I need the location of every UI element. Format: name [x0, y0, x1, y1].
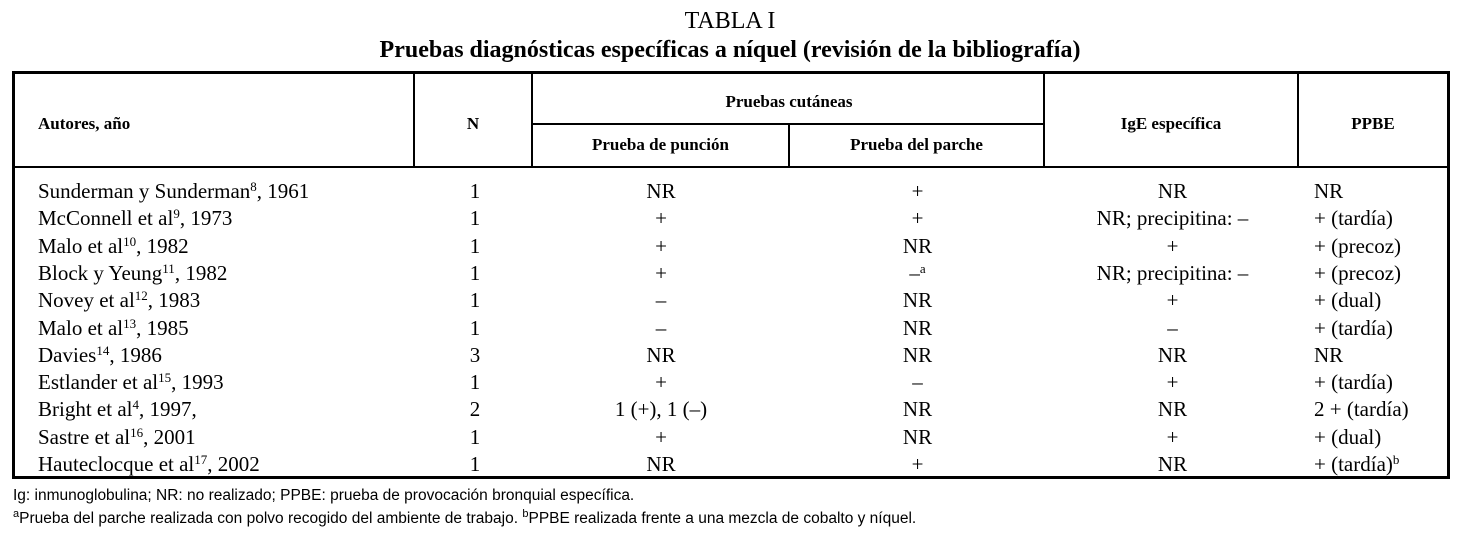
table-label: TABLA I [684, 8, 776, 34]
cell-n: 1 [469, 233, 481, 258]
cell-ppbe [1314, 178, 1343, 205]
footnote-marks [13, 509, 916, 529]
table-row [15, 178, 1447, 205]
cell-ppbe [1314, 451, 1399, 478]
cell-parche [791, 342, 1044, 369]
parche-value: NR [902, 315, 933, 340]
ppbe-value: + (tardía) [1314, 315, 1393, 340]
reference-number: 15 [158, 370, 172, 386]
cell-author [38, 178, 309, 205]
cell-parche [791, 451, 1044, 478]
cell-author [38, 451, 260, 478]
author-year: , 2002 [207, 452, 260, 476]
author-name: Malo et al [38, 315, 124, 340]
author-name: Novey et al [38, 288, 135, 313]
cell-ppbe [1314, 342, 1343, 369]
author-year: , 1982 [174, 260, 228, 285]
cell-parche [791, 287, 1044, 314]
cell-puncion: + [655, 370, 667, 395]
cell-puncion: + [655, 206, 667, 231]
header-autores: Autores, año [38, 114, 131, 133]
cell-n: 1 [469, 370, 481, 395]
cell-n: 1 [469, 452, 481, 476]
cell-ppbe [1314, 205, 1393, 232]
parche-value: + [911, 452, 924, 476]
cell-author [38, 260, 227, 287]
cell-author [38, 287, 200, 314]
cell-ige: NR [1157, 452, 1188, 476]
cell-parche [791, 369, 1044, 396]
table-row [15, 205, 1447, 232]
ppbe-value: 2 + (tardía) [1314, 397, 1409, 422]
cell-author [38, 396, 197, 423]
ppbe-value: + (precoz) [1314, 260, 1402, 285]
cell-ppbe [1314, 287, 1381, 314]
parche-value: NR [902, 233, 933, 258]
cell-ige: – [1167, 315, 1178, 340]
cell-puncion: + [655, 260, 667, 285]
author-year: , 1961 [256, 179, 310, 203]
footnote-b-mark: b [522, 508, 529, 520]
footnote-a-mark: a [13, 508, 20, 520]
header-n: N [466, 114, 480, 133]
cell-author [38, 424, 196, 451]
parche-value: – [912, 370, 923, 395]
cell-puncion: – [655, 315, 667, 340]
cell-n: 1 [469, 424, 481, 449]
cell-ppbe [1314, 260, 1401, 287]
parche-value: NR [902, 288, 933, 313]
parche-value: NR [902, 397, 933, 422]
cell-n: 1 [469, 260, 481, 285]
cell-puncion: NR [646, 342, 676, 367]
cell-ige: + [1166, 288, 1179, 313]
author-name: McConnell et al [38, 206, 174, 231]
cell-ige: NR [1157, 397, 1188, 422]
reference-number: 12 [134, 288, 148, 304]
author-name: Hauteclocque et al [38, 452, 195, 476]
cell-ppbe [1314, 369, 1393, 396]
cell-n: 3 [469, 342, 481, 367]
cell-puncion: + [655, 424, 667, 449]
parche-value: NR [902, 424, 933, 449]
cell-n: 1 [469, 315, 481, 340]
ppbe-value: + (tardía) [1314, 452, 1393, 476]
author-year: , 1983 [147, 288, 201, 313]
reference-number: 10 [123, 233, 137, 249]
cell-ppbe [1314, 424, 1381, 451]
cell-parche [791, 260, 1044, 287]
cell-n: 2 [469, 397, 481, 422]
footnote-b-text: PPBE realizada frente a una mezcla de cobalto y níquel. [528, 510, 917, 527]
table-row [15, 342, 1447, 369]
ppbe-value: NR [1314, 342, 1344, 367]
parche-value: + [911, 179, 924, 203]
parche-footnote-mark: a [919, 260, 926, 276]
cell-ige: + [1166, 424, 1179, 449]
cell-author [38, 205, 232, 232]
author-year: , 2001 [143, 424, 196, 449]
table-row [15, 451, 1447, 478]
cell-n: 1 [469, 206, 481, 231]
table-row [15, 287, 1447, 314]
footnote-a-text: Prueba del parche realizada con polvo recogido del ambiente de trabajo. [19, 510, 523, 527]
ppbe-value: + (dual) [1314, 288, 1382, 313]
footnote-abbreviations: Ig: inmunoglobulina; NR: no realizado; PPBE: prueba de provocación bronquial específica. [13, 487, 635, 504]
ppbe-value: + (precoz) [1314, 233, 1402, 258]
author-name: Sunderman y Sunderman [38, 179, 251, 203]
cell-parche [791, 205, 1044, 232]
reference-number: 14 [96, 342, 110, 358]
table-row [15, 315, 1447, 342]
cell-author [38, 369, 224, 396]
table-row [15, 233, 1447, 260]
cell-ppbe [1314, 315, 1393, 342]
author-name: Bright et al [38, 397, 133, 422]
header-rule [15, 166, 1447, 168]
header-ige: IgE específica [1120, 114, 1222, 133]
cell-puncion: NR [646, 452, 676, 476]
ppbe-value: + (tardía) [1314, 206, 1393, 231]
ppbe-value: + (tardía) [1314, 370, 1393, 395]
cell-parche [791, 315, 1044, 342]
reference-number: 11 [162, 260, 175, 276]
cell-ige: NR; precipitina: – [1096, 206, 1249, 231]
cell-puncion: 1 (+), 1 (–) [614, 397, 708, 422]
cell-ppbe [1314, 233, 1401, 260]
cell-n: 1 [469, 288, 481, 313]
table-title: Pruebas diagnósticas específicas a níquel (revisión de la bibliografía) [379, 37, 1081, 63]
reference-number: 4 [132, 397, 139, 413]
cell-parche [791, 178, 1044, 205]
author-name: Sastre et al [38, 424, 131, 449]
cell-ige: NR [1157, 342, 1188, 367]
ppbe-footnote-mark: b [1392, 452, 1400, 467]
parche-value: – [909, 260, 920, 285]
ppbe-value: NR [1314, 179, 1344, 203]
header-pruebas-cutaneas: Pruebas cutáneas [725, 92, 853, 111]
cell-author [38, 315, 189, 342]
table-row [15, 424, 1447, 451]
cell-author [38, 233, 189, 260]
cell-parche [791, 233, 1044, 260]
reference-number: 9 [173, 206, 180, 222]
table-row [15, 396, 1447, 423]
header-parche: Prueba del parche [850, 135, 983, 154]
author-year: , 1993 [171, 370, 224, 395]
reference-number: 16 [130, 424, 144, 440]
cell-parche [791, 424, 1044, 451]
parche-value: + [911, 206, 924, 231]
author-year: , 1986 [109, 342, 162, 367]
reference-number: 17 [194, 452, 208, 467]
parche-value: NR [902, 342, 933, 367]
table-row [15, 369, 1447, 396]
author-name: Davies [38, 342, 97, 367]
cell-puncion: + [655, 233, 667, 258]
cell-ige: NR [1157, 179, 1188, 203]
header-subrule [531, 123, 1045, 125]
cell-ige: + [1166, 370, 1179, 395]
table [12, 71, 1450, 479]
reference-number: 8 [250, 179, 257, 194]
author-year: , 1985 [136, 315, 189, 340]
cell-puncion: NR [646, 179, 676, 203]
cell-n: 1 [469, 179, 481, 203]
author-year: , 1997, [138, 397, 197, 422]
cell-author [38, 342, 162, 369]
header-ppbe: PPBE [1351, 114, 1395, 133]
cell-puncion: – [655, 288, 667, 313]
cell-ige: NR; precipitina: – [1096, 260, 1249, 285]
ppbe-value: + (dual) [1314, 424, 1382, 449]
table-row [15, 260, 1447, 287]
author-name: Malo et al [38, 233, 124, 258]
author-name: Estlander et al [38, 370, 159, 395]
author-year: , 1982 [136, 233, 189, 258]
header-puncion: Prueba de punción [592, 135, 729, 154]
author-name: Block y Yeung [38, 260, 163, 285]
author-year: , 1973 [179, 206, 233, 231]
cell-ppbe [1314, 396, 1409, 423]
cell-parche [791, 396, 1044, 423]
reference-number: 13 [123, 315, 137, 331]
cell-ige: + [1166, 233, 1179, 258]
